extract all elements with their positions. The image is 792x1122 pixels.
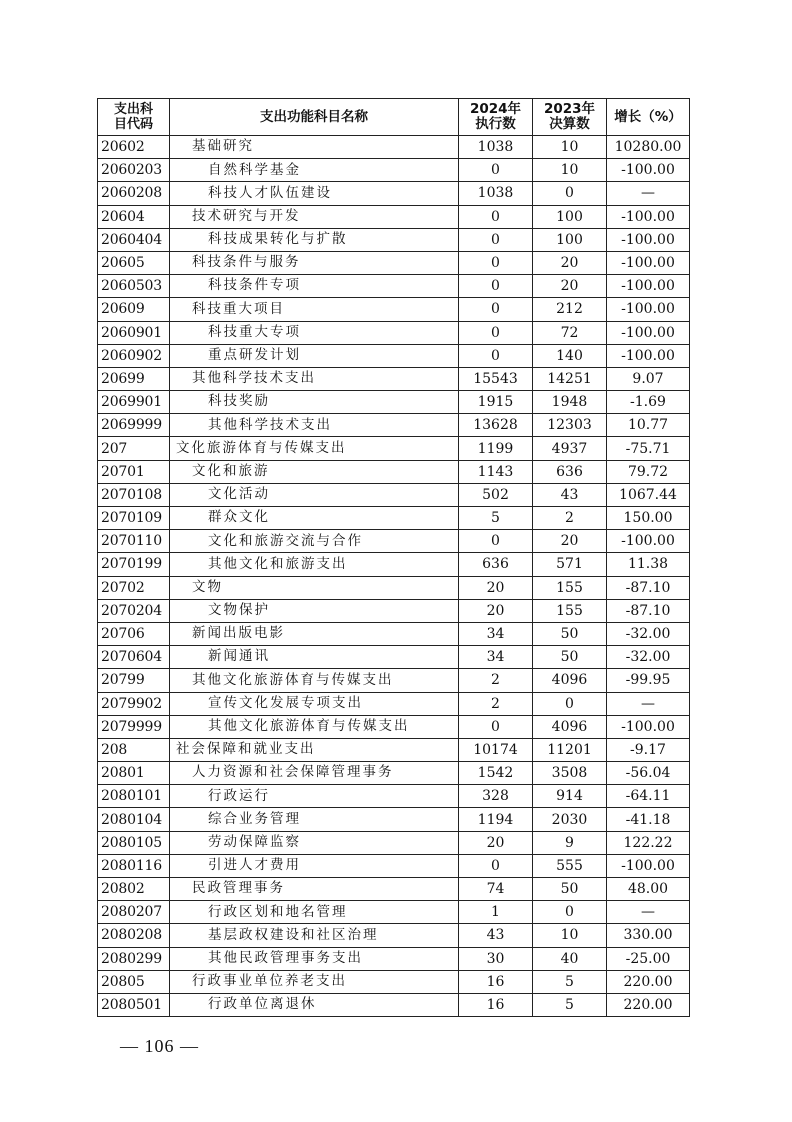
row-name: 文化旅游体育与传媒支出 — [170, 437, 459, 460]
table-row — [98, 599, 690, 622]
row-code: 20805 — [98, 970, 170, 993]
row-code: 20605 — [98, 251, 170, 274]
row-value-2023: 555 — [533, 854, 607, 877]
row-code: 20706 — [98, 622, 170, 645]
row-value-2023: 155 — [533, 576, 607, 599]
table-row — [98, 947, 690, 970]
table-row — [98, 391, 690, 414]
row-growth: — — [607, 692, 690, 715]
row-code: 2060901 — [98, 321, 170, 344]
row-value-2024: 16 — [459, 993, 533, 1016]
row-name: 其他文化旅游体育与传媒支出 — [170, 715, 459, 738]
row-name: 劳动保障监察 — [170, 831, 459, 854]
table-row — [98, 507, 690, 530]
row-value-2024: 502 — [459, 483, 533, 506]
row-code: 2060503 — [98, 275, 170, 298]
row-code: 2060404 — [98, 228, 170, 251]
row-code: 2080501 — [98, 993, 170, 1016]
row-growth: -100.00 — [607, 321, 690, 344]
row-value-2024: 0 — [459, 321, 533, 344]
row-code: 2080207 — [98, 901, 170, 924]
row-value-2023: 14251 — [533, 367, 607, 390]
row-value-2023: 212 — [533, 298, 607, 321]
row-value-2024: 0 — [459, 715, 533, 738]
row-growth: -100.00 — [607, 251, 690, 274]
row-value-2024: 30 — [459, 947, 533, 970]
row-name: 科技条件专项 — [170, 275, 459, 298]
row-code: 20602 — [98, 136, 170, 159]
row-value-2024: 0 — [459, 344, 533, 367]
table-row — [98, 993, 690, 1016]
row-growth: -100.00 — [607, 205, 690, 228]
row-code: 2070204 — [98, 599, 170, 622]
row-value-2023: 2030 — [533, 808, 607, 831]
row-value-2023: 571 — [533, 553, 607, 576]
row-growth: -100.00 — [607, 344, 690, 367]
table-row — [98, 715, 690, 738]
page-number: — 106 — — [120, 1036, 199, 1056]
row-value-2023: 4096 — [533, 715, 607, 738]
row-value-2023: 1948 — [533, 391, 607, 414]
header-growth: 增长（%） — [607, 99, 690, 136]
table-row — [98, 437, 690, 460]
row-name: 科技成果转化与扩散 — [170, 228, 459, 251]
row-value-2024: 1199 — [459, 437, 533, 460]
row-name: 新闻通讯 — [170, 646, 459, 669]
header-code: 支出科 目代码 — [98, 99, 170, 136]
row-value-2023: 0 — [533, 182, 607, 205]
table-row — [98, 321, 690, 344]
table-row — [98, 136, 690, 159]
row-value-2024: 1 — [459, 901, 533, 924]
row-code: 20609 — [98, 298, 170, 321]
row-value-2024: 1542 — [459, 762, 533, 785]
row-code: 2080116 — [98, 854, 170, 877]
row-name: 引进人才费用 — [170, 854, 459, 877]
row-name: 群众文化 — [170, 507, 459, 530]
row-code: 20801 — [98, 762, 170, 785]
row-growth: 220.00 — [607, 993, 690, 1016]
row-growth: -32.00 — [607, 646, 690, 669]
expenditure-table — [97, 98, 690, 1017]
table-row — [98, 762, 690, 785]
row-value-2023: 72 — [533, 321, 607, 344]
row-name: 科技人才队伍建设 — [170, 182, 459, 205]
row-value-2024: 1915 — [459, 391, 533, 414]
row-value-2023: 0 — [533, 901, 607, 924]
row-growth: 48.00 — [607, 878, 690, 901]
row-code: 2079902 — [98, 692, 170, 715]
row-value-2024: 34 — [459, 646, 533, 669]
row-growth: -1.69 — [607, 391, 690, 414]
row-value-2024: 2 — [459, 692, 533, 715]
row-value-2023: 50 — [533, 646, 607, 669]
row-code: 2070108 — [98, 483, 170, 506]
row-growth: -100.00 — [607, 530, 690, 553]
row-code: 2080104 — [98, 808, 170, 831]
row-value-2024: 74 — [459, 878, 533, 901]
table-row — [98, 414, 690, 437]
row-value-2023: 50 — [533, 622, 607, 645]
row-code: 2060203 — [98, 159, 170, 182]
row-growth: -100.00 — [607, 159, 690, 182]
table-row — [98, 182, 690, 205]
header-2024: 2024年 执行数 — [459, 99, 533, 136]
row-name: 科技重大项目 — [170, 298, 459, 321]
row-name: 文化和旅游 — [170, 460, 459, 483]
row-code: 20702 — [98, 576, 170, 599]
row-value-2024: 0 — [459, 205, 533, 228]
row-code: 2080299 — [98, 947, 170, 970]
row-code: 2070109 — [98, 507, 170, 530]
row-name: 宣传文化发展专项支出 — [170, 692, 459, 715]
row-value-2024: 34 — [459, 622, 533, 645]
row-value-2024: 0 — [459, 251, 533, 274]
row-code: 20604 — [98, 205, 170, 228]
row-growth: -100.00 — [607, 854, 690, 877]
row-name: 科技奖励 — [170, 391, 459, 414]
row-code: 20699 — [98, 367, 170, 390]
row-name: 社会保障和就业支出 — [170, 738, 459, 761]
table-row — [98, 669, 690, 692]
row-name: 行政单位离退休 — [170, 993, 459, 1016]
row-value-2024: 0 — [459, 854, 533, 877]
row-name: 其他科学技术支出 — [170, 367, 459, 390]
row-value-2024: 1038 — [459, 136, 533, 159]
row-value-2023: 155 — [533, 599, 607, 622]
row-value-2024: 1038 — [459, 182, 533, 205]
row-value-2024: 20 — [459, 599, 533, 622]
row-value-2023: 9 — [533, 831, 607, 854]
row-value-2023: 140 — [533, 344, 607, 367]
row-growth: -87.10 — [607, 576, 690, 599]
row-growth: 11.38 — [607, 553, 690, 576]
row-growth: 150.00 — [607, 507, 690, 530]
row-code: 2060902 — [98, 344, 170, 367]
row-growth: -41.18 — [607, 808, 690, 831]
row-code: 2079999 — [98, 715, 170, 738]
row-code: 2080208 — [98, 924, 170, 947]
row-growth: -9.17 — [607, 738, 690, 761]
row-name: 基础研究 — [170, 136, 459, 159]
row-value-2024: 0 — [459, 159, 533, 182]
row-growth: -100.00 — [607, 715, 690, 738]
row-value-2023: 0 — [533, 692, 607, 715]
expenditure-table-container — [97, 98, 689, 1017]
row-growth: 10.77 — [607, 414, 690, 437]
row-code: 2070604 — [98, 646, 170, 669]
row-value-2024: 0 — [459, 530, 533, 553]
row-growth: -100.00 — [607, 228, 690, 251]
table-row — [98, 738, 690, 761]
table-row — [98, 692, 690, 715]
row-growth: — — [607, 901, 690, 924]
row-value-2023: 100 — [533, 228, 607, 251]
row-code: 2070199 — [98, 553, 170, 576]
row-name: 其他科学技术支出 — [170, 414, 459, 437]
row-value-2023: 50 — [533, 878, 607, 901]
row-value-2023: 636 — [533, 460, 607, 483]
row-code: 2069901 — [98, 391, 170, 414]
row-code: 20701 — [98, 460, 170, 483]
table-row — [98, 901, 690, 924]
row-growth: -75.71 — [607, 437, 690, 460]
row-name: 行政运行 — [170, 785, 459, 808]
row-value-2024: 16 — [459, 970, 533, 993]
row-name: 人力资源和社会保障管理事务 — [170, 762, 459, 785]
row-name: 文化和旅游交流与合作 — [170, 530, 459, 553]
row-value-2024: 13628 — [459, 414, 533, 437]
row-value-2023: 12303 — [533, 414, 607, 437]
row-value-2024: 10174 — [459, 738, 533, 761]
row-name: 其他文化旅游体育与传媒支出 — [170, 669, 459, 692]
table-row — [98, 344, 690, 367]
row-value-2023: 3508 — [533, 762, 607, 785]
table-body — [98, 136, 690, 1017]
row-name: 其他文化和旅游支出 — [170, 553, 459, 576]
row-name: 重点研发计划 — [170, 344, 459, 367]
row-value-2024: 328 — [459, 785, 533, 808]
row-growth: — — [607, 182, 690, 205]
table-row — [98, 785, 690, 808]
row-value-2023: 43 — [533, 483, 607, 506]
table-row — [98, 228, 690, 251]
row-code: 2060208 — [98, 182, 170, 205]
row-value-2023: 20 — [533, 275, 607, 298]
row-value-2024: 0 — [459, 275, 533, 298]
table-row — [98, 553, 690, 576]
row-value-2023: 100 — [533, 205, 607, 228]
row-value-2024: 0 — [459, 228, 533, 251]
header-2023: 2023年 决算数 — [533, 99, 607, 136]
row-value-2023: 10 — [533, 924, 607, 947]
row-value-2024: 20 — [459, 831, 533, 854]
table-row — [98, 298, 690, 321]
row-value-2023: 4096 — [533, 669, 607, 692]
table-row — [98, 854, 690, 877]
table-row — [98, 622, 690, 645]
row-name: 基层政权建设和社区治理 — [170, 924, 459, 947]
row-value-2023: 914 — [533, 785, 607, 808]
row-growth: 330.00 — [607, 924, 690, 947]
row-value-2024: 5 — [459, 507, 533, 530]
header-name: 支出功能科目名称 — [170, 99, 459, 136]
row-value-2023: 20 — [533, 530, 607, 553]
row-value-2024: 636 — [459, 553, 533, 576]
table-row — [98, 646, 690, 669]
row-value-2023: 5 — [533, 970, 607, 993]
row-code: 20799 — [98, 669, 170, 692]
table-row — [98, 831, 690, 854]
table-row — [98, 576, 690, 599]
table-row — [98, 878, 690, 901]
row-code: 20802 — [98, 878, 170, 901]
row-growth: -56.04 — [607, 762, 690, 785]
row-code: 208 — [98, 738, 170, 761]
table-row — [98, 205, 690, 228]
row-value-2024: 43 — [459, 924, 533, 947]
row-value-2024: 20 — [459, 576, 533, 599]
row-growth: -87.10 — [607, 599, 690, 622]
row-name: 科技重大专项 — [170, 321, 459, 344]
row-growth: 10280.00 — [607, 136, 690, 159]
row-growth: 122.22 — [607, 831, 690, 854]
table-row — [98, 808, 690, 831]
table-row — [98, 159, 690, 182]
row-name: 民政管理事务 — [170, 878, 459, 901]
row-growth: 1067.44 — [607, 483, 690, 506]
table-row — [98, 367, 690, 390]
row-value-2024: 15543 — [459, 367, 533, 390]
row-growth: -100.00 — [607, 275, 690, 298]
row-value-2023: 2 — [533, 507, 607, 530]
row-name: 文化活动 — [170, 483, 459, 506]
row-value-2024: 2 — [459, 669, 533, 692]
row-value-2024: 1194 — [459, 808, 533, 831]
row-growth: 220.00 — [607, 970, 690, 993]
row-name: 行政事业单位养老支出 — [170, 970, 459, 993]
table-row — [98, 460, 690, 483]
row-code: 2080105 — [98, 831, 170, 854]
row-code: 2080101 — [98, 785, 170, 808]
row-growth: -99.95 — [607, 669, 690, 692]
row-value-2023: 20 — [533, 251, 607, 274]
row-code: 2069999 — [98, 414, 170, 437]
row-name: 其他民政管理事务支出 — [170, 947, 459, 970]
row-value-2023: 4937 — [533, 437, 607, 460]
row-name: 自然科学基金 — [170, 159, 459, 182]
table-header-row — [98, 99, 690, 136]
row-code: 2070110 — [98, 530, 170, 553]
row-growth: 79.72 — [607, 460, 690, 483]
row-value-2023: 10 — [533, 136, 607, 159]
table-row — [98, 924, 690, 947]
table-row — [98, 275, 690, 298]
table-row — [98, 970, 690, 993]
row-value-2023: 10 — [533, 159, 607, 182]
row-growth: -32.00 — [607, 622, 690, 645]
row-growth: 9.07 — [607, 367, 690, 390]
table-row — [98, 483, 690, 506]
row-name: 文物保护 — [170, 599, 459, 622]
row-name: 文物 — [170, 576, 459, 599]
row-value-2024: 1143 — [459, 460, 533, 483]
row-growth: -100.00 — [607, 298, 690, 321]
row-name: 综合业务管理 — [170, 808, 459, 831]
row-code: 207 — [98, 437, 170, 460]
row-name: 技术研究与开发 — [170, 205, 459, 228]
row-name: 行政区划和地名管理 — [170, 901, 459, 924]
row-value-2023: 40 — [533, 947, 607, 970]
row-value-2024: 0 — [459, 298, 533, 321]
row-growth: -25.00 — [607, 947, 690, 970]
row-growth: -64.11 — [607, 785, 690, 808]
table-row — [98, 251, 690, 274]
row-value-2023: 5 — [533, 993, 607, 1016]
table-row — [98, 530, 690, 553]
row-name: 科技条件与服务 — [170, 251, 459, 274]
row-name: 新闻出版电影 — [170, 622, 459, 645]
row-value-2023: 11201 — [533, 738, 607, 761]
